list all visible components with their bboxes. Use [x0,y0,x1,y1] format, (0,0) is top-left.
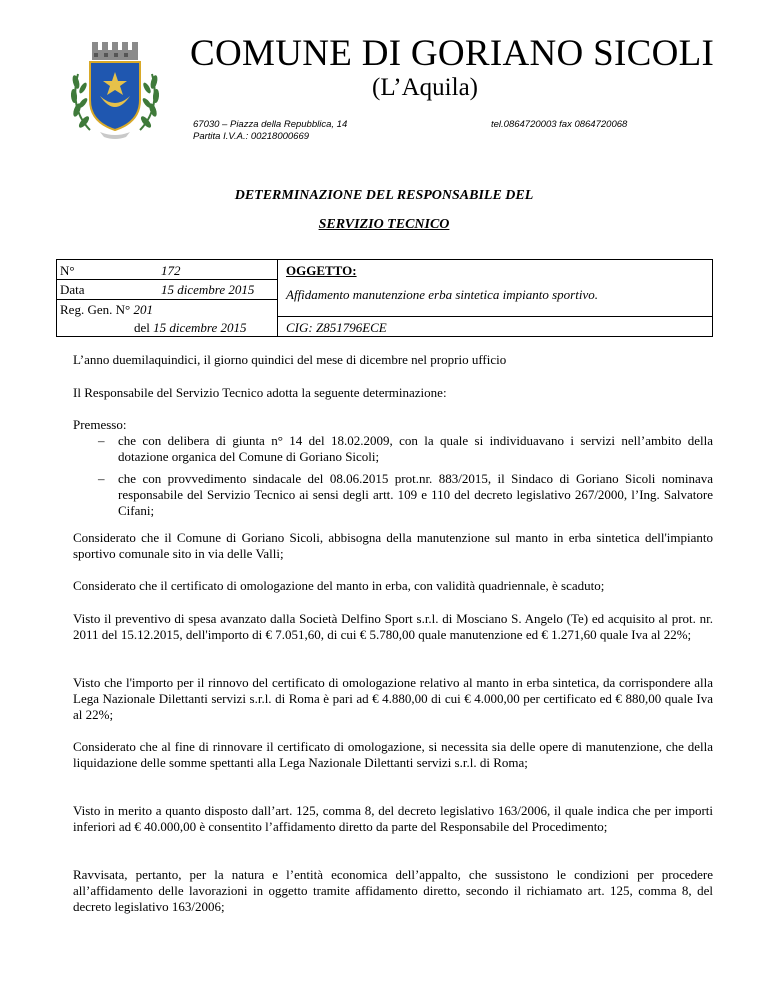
number-value: 172 [161,263,181,278]
table-divider [277,316,712,317]
ribbon [100,132,130,139]
list-item-text: che con delibera di giunta n° 14 del 18.02.2009, con la quale si individuavano i servizi nell’ambito della dotazione organica del Comune di Goriano Sicoli; [118,433,713,464]
date-value: 15 dicembre 2015 [161,282,255,297]
paragraph: Il Responsabile del Servizio Tecnico adotta la seguente determinazione: [73,385,447,400]
paragraph: Visto il preventivo di spesa avanzato dalla Società Delfino Sport s.r.l. di Mosciano S. Angelo (Te) ed acquisito al prot. nr. 2011 del 15.12.2015, dell'importo di € 7.051,60, di cui € 5.780,00 quale manutenzione ed € 1.271,60 quale Iva al 22%; [73,611,713,642]
number-label: N° [60,263,75,278]
municipality-title: COMUNE DI GORIANO SICOLI [190,33,715,74]
paragraph: Ravvisata, pertanto, per la natura e l’entità economica dell’appalto, che sussistono le condizioni per procedere all’affidamento delle lavorazioni in oggetto tramite affidamento diretto, secondo il richiamato art. 125, comma 8, del decreto legislativo 163/2006; [73,867,713,914]
cig-code: CIG: Z851796ECE [286,320,387,335]
paragraph: Considerato che il Comune di Goriano Sicoli, abbisogna della manutenzione sul manto in erba sintetica dell'impianto sportivo comunale sito in via delle Valli; [73,530,713,561]
subject-label: OGGETTO: [286,263,357,278]
premesso-label: Premesso: [73,417,127,432]
vat-number: Partita I.V.A.: 00218000669 [193,131,310,142]
reg-label [60,302,153,318]
reg-label-text: Reg. Gen. N° [60,302,131,317]
address-block [193,119,347,143]
reg-date-value: 15 dicembre 2015 [153,320,247,335]
address-line: 67030 – Piazza della Repubblica, 14 [193,119,348,130]
subject-value: Affidamento manutenzione erba sintetica impianto sportivo. [286,287,598,302]
paragraph: Visto che l'importo per il rinnovo del certificato di omologazione relativo al manto in erba sintetica, da corrispondere alla Lega Nazionale Dilettanti servizi s.r.l. di Roma è pari ad € 4.880,00 di cui € 4.000,00 per certificato ed € 880,00 quale Iva al 22%; [73,675,713,722]
paragraph: Considerato che al fine di rinnovare il certificato di omologazione, si necessita sia delle opere di manutenzione, che della liquidazione delle somme spettanti alla Lega Nazionale Dilettanti servizi s.r.l. di Roma; [73,739,713,770]
dash-bullet: – [98,471,105,486]
paragraph: Considerato che il certificato di omologazione del manto in erba, con validità quadriennale, è scaduto; [73,578,605,593]
paragraph: Visto in merito a quanto disposto dall’art. 125, comma 8, del decreto legislativo 163/2006, il quale indica che per importi inferiori ad € 40.000,00 è consentito l’affidamento diretto da parte del Responsabile del Procedimento; [73,803,713,834]
dash-bullet: – [98,433,105,448]
crown-icon [92,42,138,60]
laurel-branch-right [139,74,159,130]
record-info-table [56,259,713,337]
table-divider [57,279,277,280]
list-item-text: che con provvedimento sindacale del 08.06.2015 prot.nr. 883/2015, il Sindaco di Goriano Sicoli nominava responsabile del Servizio Tecnico ai sensi degli artt. 109 e 110 del decreto legislativo 267/2000, l’Ing. Salvatore Cifani; [118,471,713,518]
phone-fax: tel.0864720003 fax 0864720068 [491,119,628,130]
list-item [98,471,713,519]
reg-date-label: del [134,320,150,335]
reg-number: 201 [133,302,153,317]
municipality-province: (L’Aquila) [372,74,478,101]
determination-subtitle: SERVIZIO TECNICO [318,217,450,232]
reg-date [134,320,247,336]
date-label: Data [60,282,85,297]
list-item [98,433,713,465]
determination-title: DETERMINAZIONE DEL RESPONSABILE DEL [234,188,534,203]
municipal-crest-logo [70,38,160,140]
table-divider [57,299,277,300]
table-divider [277,260,278,336]
paragraph: L’anno duemilaquindici, il giorno quindici del mese di dicembre nel proprio ufficio [73,352,507,367]
laurel-branch-left [70,74,90,130]
